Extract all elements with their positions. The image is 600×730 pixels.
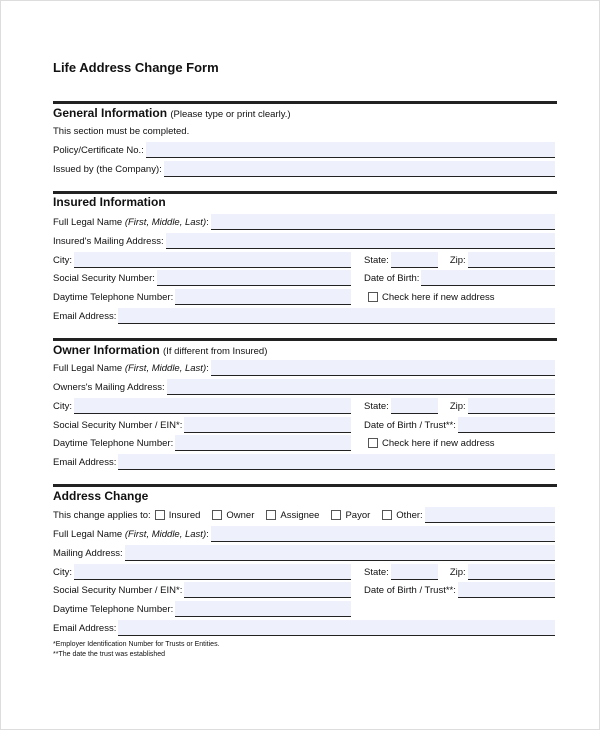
insured-checkbox[interactable] <box>155 510 165 520</box>
owner-phone-row <box>53 435 555 451</box>
change-ssn-row <box>53 582 555 598</box>
insured-city-field[interactable] <box>74 252 351 268</box>
owner-ssn-field[interactable] <box>184 417 351 433</box>
zip-label: Zip: <box>449 567 466 578</box>
name-label <box>53 529 209 542</box>
form-title: Life Address Change Form <box>53 60 219 75</box>
change-mailing-row <box>53 545 555 561</box>
insured-name-row <box>53 214 555 230</box>
colon: : <box>206 529 209 540</box>
name-hint: (First, Middle, Last) <box>124 217 207 228</box>
change-email-field[interactable] <box>118 620 555 636</box>
insured-dob-field[interactable] <box>421 270 555 286</box>
email-label: Email Address: <box>53 311 117 322</box>
applies-label: This change applies to: <box>53 510 151 521</box>
issued-field[interactable] <box>164 161 555 177</box>
change-state-field[interactable] <box>391 564 438 580</box>
city-label: City: <box>53 401 72 412</box>
dob-label: Date of Birth / Trust**: <box>364 585 456 596</box>
insured-name-field[interactable] <box>211 214 555 230</box>
section-rule <box>53 338 557 341</box>
change-mailing-field[interactable] <box>125 545 555 561</box>
colon: : <box>206 217 209 228</box>
owner-mailing-row <box>53 379 555 395</box>
name-hint: (First, Middle, Last) <box>124 529 207 540</box>
change-city-field[interactable] <box>74 564 351 580</box>
owner-phone-field[interactable] <box>175 435 351 451</box>
change-dob-field[interactable] <box>458 582 555 598</box>
owner-mailing-field[interactable] <box>167 379 555 395</box>
ssn-label: Social Security Number: <box>53 273 155 284</box>
insured-mailing-row <box>53 233 555 249</box>
other-checkbox[interactable] <box>382 510 392 520</box>
section-rule <box>53 484 557 487</box>
heading-sub: (Please type or print clearly.) <box>170 109 291 120</box>
owner-city-row <box>53 398 555 414</box>
change-email-row <box>53 620 555 636</box>
name-label <box>53 217 209 230</box>
city-label: City: <box>53 255 72 266</box>
payor-checkbox[interactable] <box>331 510 341 520</box>
section-rule <box>53 101 557 104</box>
option-label: Assignee <box>280 510 320 521</box>
phone-label: Daytime Telephone Number: <box>53 292 174 303</box>
option-label: Other: <box>396 510 423 521</box>
change-city-row <box>53 564 555 580</box>
applies-row <box>53 507 555 523</box>
issued-label: Issued by (the Company): <box>53 164 162 175</box>
footnote-ein: *Employer Identification Number for Trusts or Entities. <box>53 641 220 648</box>
insured-mailing-field[interactable] <box>166 233 555 249</box>
insured-phone-field[interactable] <box>175 289 351 305</box>
note-text: This section must be completed. <box>53 126 190 137</box>
name-hint: (First, Middle, Last) <box>124 363 207 374</box>
insured-email-field[interactable] <box>118 308 555 324</box>
ssn-label: Social Security Number / EIN*: <box>53 420 183 431</box>
insured-city-row <box>53 252 555 268</box>
heading-text: Owner Information <box>53 343 160 357</box>
check-label: Check here if new address <box>382 438 495 449</box>
change-name-row <box>53 526 555 542</box>
email-label: Email Address: <box>53 457 117 468</box>
policy-field[interactable] <box>146 142 555 158</box>
owner-zip-field[interactable] <box>468 398 555 414</box>
owner-checkbox[interactable] <box>212 510 222 520</box>
insured-email-row <box>53 308 555 324</box>
name-text: Full Legal Name <box>53 363 123 374</box>
option-label: Owner <box>226 510 255 521</box>
name-text: Full Legal Name <box>53 217 123 228</box>
change-name-field[interactable] <box>211 526 555 542</box>
owner-email-field[interactable] <box>118 454 555 470</box>
state-label: State: <box>364 401 389 412</box>
heading-text: General Information <box>53 106 168 120</box>
section-rule <box>53 191 557 194</box>
state-label: State: <box>364 567 389 578</box>
owner-email-row <box>53 454 555 470</box>
heading-sub: (If different from Insured) <box>163 346 268 357</box>
phone-label: Daytime Telephone Number: <box>53 438 174 449</box>
owner-name-field[interactable] <box>211 360 555 376</box>
insured-state-field[interactable] <box>391 252 438 268</box>
name-text: Full Legal Name <box>53 529 123 540</box>
mailing-label: Owners's Mailing Address: <box>53 382 165 393</box>
issued-row <box>53 161 555 177</box>
colon: : <box>206 363 209 374</box>
change-ssn-field[interactable] <box>184 582 351 598</box>
insured-phone-row <box>53 289 555 305</box>
footnote-trust: **The date the trust was established <box>53 651 166 658</box>
policy-row <box>53 142 555 158</box>
section-heading-insured: Insured Information <box>53 195 166 209</box>
owner-ssn-row <box>53 417 555 433</box>
dob-label: Date of Birth / Trust**: <box>364 420 456 431</box>
owner-city-field[interactable] <box>74 398 351 414</box>
change-phone-row <box>53 601 555 617</box>
general-note <box>53 123 555 139</box>
phone-label: Daytime Telephone Number: <box>53 604 174 615</box>
new-address-checkbox[interactable] <box>368 292 378 302</box>
change-zip-field[interactable] <box>468 564 555 580</box>
section-heading-general <box>53 106 291 120</box>
owner-dob-field[interactable] <box>458 417 555 433</box>
section-heading-change: Address Change <box>53 489 149 503</box>
dob-label: Date of Birth: <box>364 273 420 284</box>
section-heading-owner <box>53 343 267 357</box>
insured-zip-field[interactable] <box>468 252 555 268</box>
other-field[interactable] <box>425 507 555 523</box>
state-label: State: <box>364 255 389 266</box>
mailing-label: Mailing Address: <box>53 548 123 559</box>
ssn-label: Social Security Number / EIN*: <box>53 585 183 596</box>
city-label: City: <box>53 567 72 578</box>
policy-label: Policy/Certificate No.: <box>53 145 144 156</box>
mailing-label: Insured's Mailing Address: <box>53 236 164 247</box>
zip-label: Zip: <box>449 255 466 266</box>
change-phone-field[interactable] <box>175 601 351 617</box>
option-label: Insured <box>168 510 201 521</box>
check-label: Check here if new address <box>382 292 495 303</box>
zip-label: Zip: <box>449 401 466 412</box>
assignee-checkbox[interactable] <box>266 510 276 520</box>
new-address-checkbox[interactable] <box>368 438 378 448</box>
owner-name-row <box>53 360 555 376</box>
owner-state-field[interactable] <box>391 398 438 414</box>
option-label: Payor <box>345 510 371 521</box>
name-label <box>53 363 209 376</box>
insured-ssn-field[interactable] <box>157 270 351 286</box>
email-label: Email Address: <box>53 623 117 634</box>
insured-ssn-row <box>53 270 555 286</box>
